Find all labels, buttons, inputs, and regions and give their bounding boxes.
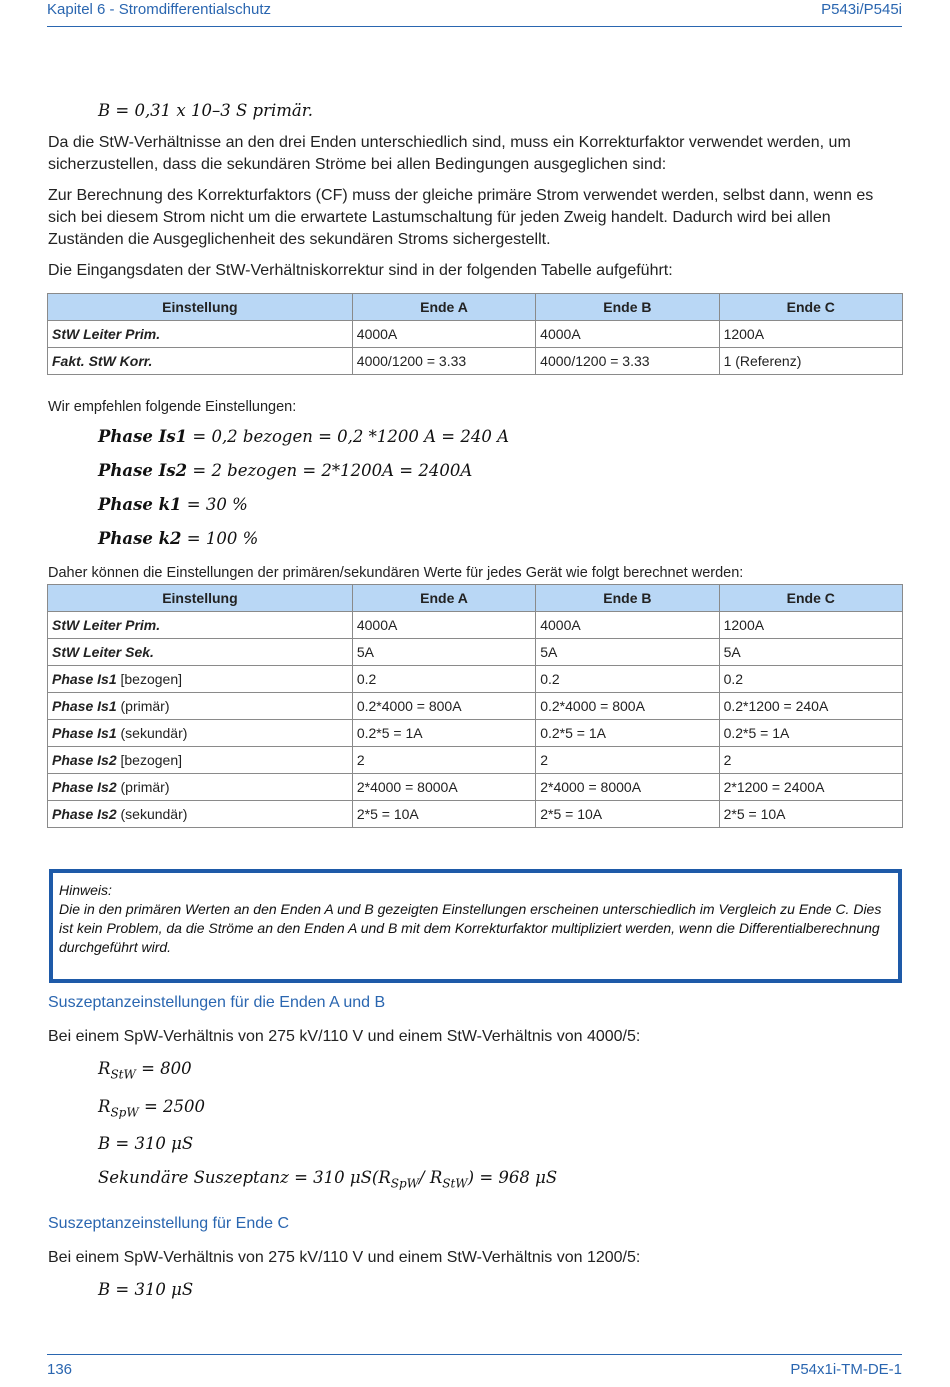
table-cell: Phase Is1 [bezogen] (48, 666, 353, 693)
section-heading-ends-a-b: Suszeptanzeinstellungen für die Enden A und B (48, 994, 386, 1011)
table-cell: 2*5 = 10A (352, 801, 535, 828)
product-code: P543i/P545i (821, 1, 902, 18)
note-text: Die in den primären Werten an den Enden A und B gezeigten Einstellungen erscheinen unterschiedlich im Vergleich zu Ende C. Dies ist kein Problem, da die Ströme an den Enden A und B mit dem Korrekturfaktor multipliziert werden, wenn die Differentialberechnung durchgeführt wird. (59, 901, 882, 955)
table-header-cell: Ende A (352, 294, 535, 321)
chapter-title: Kapitel 6 - Stromdifferentialschutz (47, 1, 271, 18)
page-header (47, 0, 902, 27)
table-cell: 0.2 (536, 666, 719, 693)
table-cell: 2*4000 = 8000A (536, 774, 719, 801)
table-cell: 4000/1200 = 3.33 (352, 348, 535, 375)
table-header-row (48, 294, 903, 321)
paragraph-ratio-c: Bei einem SpW-Verhältnis von 275 kV/110 V und einem StW-Verhältnis von 1200/5: (48, 1249, 641, 1266)
table-cell: 0.2*5 = 1A (536, 720, 719, 747)
table-cell: 0.2*5 = 1A (719, 720, 902, 747)
table-cell: 1 (Referenz) (719, 348, 902, 375)
table-cell: 0.2*4000 = 800A (352, 693, 535, 720)
table-row (48, 612, 903, 639)
page-footer (47, 1354, 902, 1378)
table-row (48, 693, 903, 720)
table-cell: 0.2 (352, 666, 535, 693)
formula-secondary-susceptance: Sekundäre Suszeptanz = 310 $\mu S(R_{SpW}/$ $R_{StW}) = 968$ μS (98, 1168, 558, 1191)
table-cell: 2 (352, 747, 535, 774)
table-header-row (48, 585, 903, 612)
table-cell: 0.2 (719, 666, 902, 693)
table-cell: Phase Is2 (sekundär) (48, 801, 353, 828)
table-header-cell: Ende A (352, 585, 535, 612)
table-cell: Fakt. StW Korr. (48, 348, 353, 375)
table-cell: 2 (536, 747, 719, 774)
table-row (48, 720, 903, 747)
table-cell: 4000/1200 = 3.33 (536, 348, 719, 375)
table-row (48, 666, 903, 693)
table-header-cell: Einstellung (48, 585, 353, 612)
table-cell: Phase Is1 (sekundär) (48, 720, 353, 747)
table-row (48, 321, 903, 348)
table-row (48, 747, 903, 774)
formula-b-primary: B = 0,31 x 10–3 S primär. (98, 101, 314, 120)
table-cell: 1200A (719, 612, 902, 639)
section-heading-end-c: Suszeptanzeinstellung für Ende C (48, 1215, 290, 1232)
document-code: P54x1i-TM-DE-1 (790, 1361, 902, 1378)
table-cell: 5A (719, 639, 902, 666)
paragraph-ratio-a-b: Bei einem SpW-Verhältnis von 275 kV/110 V und einem StW-Verhältnis von 4000/5: (48, 1028, 641, 1045)
table-cell: Phase Is1 (primär) (48, 693, 353, 720)
table-cell: 5A (352, 639, 535, 666)
table-cell: Phase Is2 [bezogen] (48, 747, 353, 774)
page-number: 136 (47, 1361, 73, 1378)
table-cell: 0.2*5 = 1A (352, 720, 535, 747)
table-cell: 4000A (536, 612, 719, 639)
table-cell: Phase Is2 (primär) (48, 774, 353, 801)
table-cell: 2*1200 = 2400A (719, 774, 902, 801)
table-cell: 2*5 = 10A (719, 801, 902, 828)
table-cell: 2 (719, 747, 902, 774)
table-header-cell: Ende B (536, 294, 719, 321)
table-row (48, 774, 903, 801)
formula-b-ab: B = 310 μS (98, 1134, 194, 1153)
paragraph-ratio: Da die StW-Verhältnisse an den drei Enden unterschiedlich sind, muss ein Korrekturfaktor verwendet werden, um sicherzustellen, dass die sekundären Ströme bei allen Bedingungen ausgeglichen sind: (48, 134, 851, 173)
formula-r-stw: $R_{StW} = 800$ (98, 1059, 192, 1082)
table-header-cell: Ende C (719, 294, 902, 321)
setting-phase-k2: Phase k2 = 100 % (98, 529, 259, 548)
table-cell: 2*5 = 10A (536, 801, 719, 828)
paragraph-recommendation: Wir empfehlen folgende Einstellungen: (48, 399, 297, 415)
table-cell: StW Leiter Prim. (48, 612, 353, 639)
setting-phase-is2: Phase Is2 = 2 bezogen = 2*1200A = 2400A (98, 461, 473, 480)
table-cell: 0.2*4000 = 800A (536, 693, 719, 720)
note-title: Hinweis: (59, 882, 112, 898)
table-cell: 4000A (536, 321, 719, 348)
formula-r-spw: $R_{SpW} = 2500$ (98, 1097, 205, 1120)
table-cell: StW Leiter Sek. (48, 639, 353, 666)
table-row (48, 348, 903, 375)
setting-phase-k1: Phase k1 = 30 % (98, 495, 248, 514)
table-header-cell: Einstellung (48, 294, 353, 321)
paragraph-input-data: Die Eingangsdaten der StW-Verhältniskorrektur sind in der folgenden Tabelle aufgeführt: (48, 262, 673, 279)
table-row (48, 639, 903, 666)
setting-phase-is1: Phase Is1 = 0,2 bezogen = 0,2 *1200 A = 240 A (98, 427, 510, 446)
table-header-cell: Ende C (719, 585, 902, 612)
paragraph-calculation: Daher können die Einstellungen der primären/sekundären Werte für jedes Gerät wie folgt berechnet werden: (48, 565, 744, 581)
table-cell: 0.2*1200 = 240A (719, 693, 902, 720)
paragraph-correction-factor: Zur Berechnung des Korrekturfaktors (CF) muss der gleiche primäre Strom verwendet werden, selbst dann, wenn es sich bei diesem Strom nicht um die erwartete Lastumschaltung für jeden Zweig handelt. Dadurch wird bei allen Zuständen die Ausgeglichenheit des sekundären Stroms sichergestellt. (48, 187, 874, 248)
table-row (48, 801, 903, 828)
table-cell: 4000A (352, 321, 535, 348)
settings-calculation-table (47, 584, 903, 828)
table-cell: 1200A (719, 321, 902, 348)
formula-b-c: B = 310 μS (98, 1280, 194, 1299)
table-cell: 4000A (352, 612, 535, 639)
table-cell: 5A (536, 639, 719, 666)
note-box (49, 869, 902, 983)
table-cell: 2*4000 = 8000A (352, 774, 535, 801)
table-header-cell: Ende B (536, 585, 719, 612)
ct-ratio-correction-table (47, 293, 903, 375)
table-cell: StW Leiter Prim. (48, 321, 353, 348)
